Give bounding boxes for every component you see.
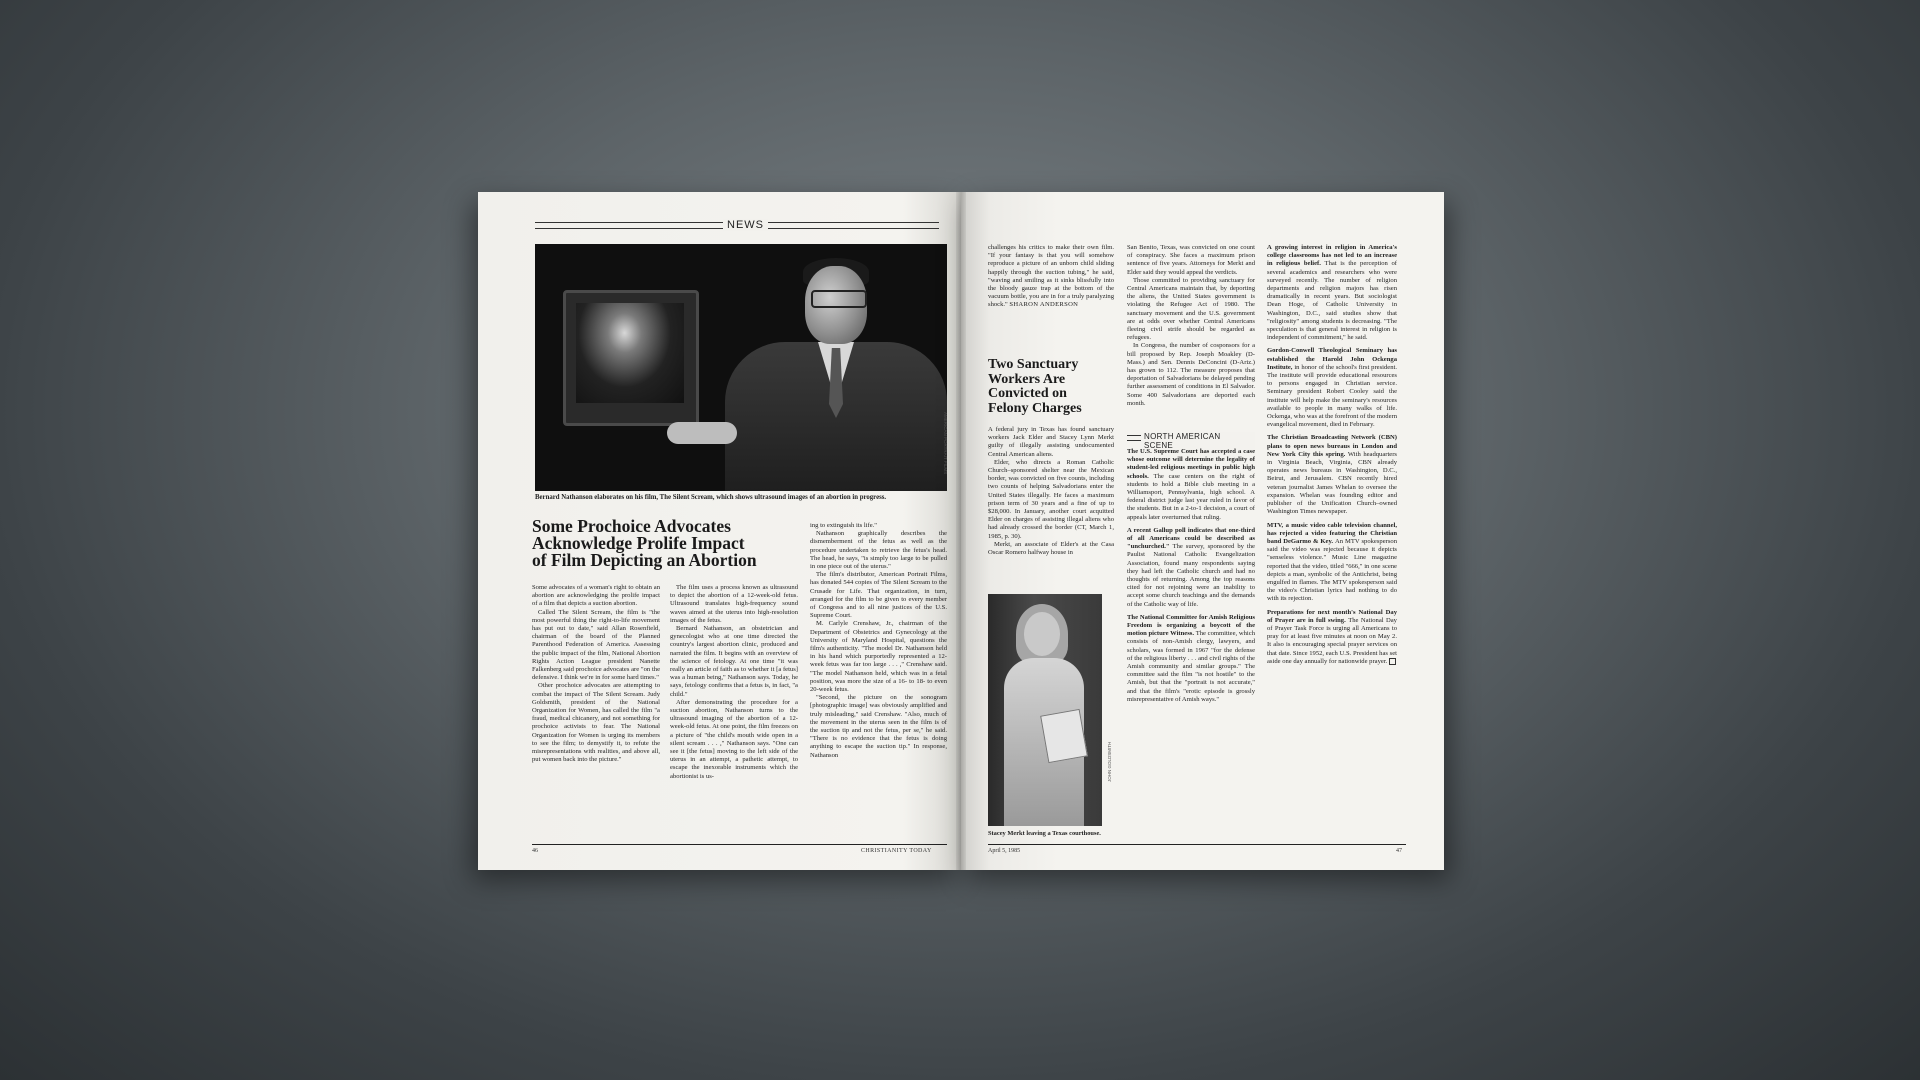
section2-label: NORTH AMERICAN SCENE <box>1141 432 1255 450</box>
article-column-3: ing to extinguish its life." Nathanson graphically describes the dismemberment of the fetus as well as the procedure undertaken to retrieve the fetus's head. The head, he says, "is simply too large to be pulled in one piece out of the uterus." The film's distributor, American Portrait Films, has donated 544 copies of The Silent Scream to the Crusade for Life. That organization, in turn, arranged for the film to be given to every member of Congress and to all nine justices of the U.S. Supreme Court. M. Carlyle Crenshaw, Jr., chairman of the Department of Obstetrics and Gynecology at the University of Maryland Hospital, questions the film's authenticity. "The model Dr. Nathanson held in his hand which purportedly represented a 12-week fetus was far too large . . . ," Crenshaw said. "The model Nathanson held, which was in a fetal position, was more the size of a 16- to 18- to even 20-week fetus. "Second, the picture on the sonogram [photographic image] was obviously amplified and truly misleading," said Crenshaw. "Also, much of the movement in the uterus seen in the film is of the suction tip and not the fetus, per se," he said. "There is no evidence that the fetus is doing anything to escape the suction tip." In response, Nathanson <box>810 522 947 759</box>
news-section-bar <box>535 219 939 231</box>
footer-date: April 5, 1985 <box>988 848 1021 854</box>
merkt-photo <box>988 594 1102 826</box>
magazine-spread <box>478 192 1444 870</box>
footer-magazine-title: CHRISTIANITY TODAY <box>861 848 932 854</box>
continued-column: challenges his critics to make their own film. "If your fantasy is that you will somehow reproduce a picture of an unborn child sliding happily through the suction tubing," he said, "waving and smiling as it sinks blissfully into the bloody gauze trap at the bottom of the vacuum bottle, you are in for a truly paralyzing shock." SHARON ANDERSON <box>988 244 1114 309</box>
photo2-caption: Stacey Merkt leaving a Texas courthouse. <box>988 830 1101 837</box>
right-page <box>961 192 1444 870</box>
page-number-left: 46 <box>532 848 538 854</box>
footer-rule-right <box>988 844 1406 845</box>
article-column-1: Some advocates of a woman's right to obtain an abortion are acknowledging the prolife impact of a film that depicts a suction abortion. Called The Silent Scream, the film is "the most powerful thing the right-to-life movement has put out to date," said Allan Rosenfield, chairman of the board of the Planned Parenthood Federation of America. Assessing the public impact of the film, National Abortion Rights Action League president Nanette Falkenberg said prochoice advocates are "on the defensive. I think we're in for some hard times." Other prochoice advocates are attempting to combat the impact of The Silent Scream. Judy Goldsmith, president of the National Organization for Women, has called the film "a fraud, medical chicanery, and not something for prochoice activists to fear. The National Organization for Women is urging its members to see the film; to demystify it, to refute the misrepresentations with realities, and above all, put women back into the picture." <box>532 584 660 764</box>
photo-credit: AMERICAN PORTRAIT FILMS <box>943 412 948 475</box>
left-page <box>478 192 961 870</box>
footer-rule <box>532 844 947 845</box>
sanctuary-headline: Two Sanctuary Workers Are Convicted on Felony Charges <box>988 357 1082 416</box>
briefs-column-2: The U.S. Supreme Court has accepted a case whose outcome will determine the legality of student-led religious meetings in public high schools. The case centers on the right of students to hold a Bible club meeting in a Williamsport, Pennsylvania, high school. A federal district judge last year ruled in favor of the students. But in a 2-to-1 decision, a court of appeals later overturned that ruling. A recent Gallup poll indicates that one-third of all Americans could be described as "unchurched." The survey, sponsored by the Paulist National Catholic Evangelization Association, found many respondents saying they had left the Catholic church and had no thoughts of returning. Among the top reasons cited for not rejoining were an inability to accept some church teachings and the demands of the Catholic way of life. The National Committee for Amish Religious Freedom is organizing a boycott of the motion picture Witness. The committee, which consists of non-Amish clergy, lawyers, and scholars, was formed in 1967 "for the defense of the religious liberty . . . and civil rights of the Amish community and similar groups." The committee said the film "is not hostile" to the Amish, but that the "portrait is not accurate," and that the film's "erotic episode is grossly misrepresentative of Amish ways." <box>1127 448 1255 703</box>
sanctuary-story-col1: A federal jury in Texas has found sanctuary workers Jack Elder and Stacey Lynn Merkt guilty of illegally assisting undocumented Central American aliens. Elder, who directs a Roman Catholic Church–sponsored shelter near the Mexican border, was convicted on five counts, including two counts of helping Salvadorians enter the United States illegally. He faces a maximum prison term of 30 years and a fine of up to $28,000. In January, another court acquitted Elder on charges of assisting illegal aliens who had already crossed the border (CT, March 1, 1985, p. 30). Merkt, an associate of Elder's at the Casa Oscar Romero halfway house in <box>988 426 1114 557</box>
magazine-spine <box>956 192 966 870</box>
photo2-credit: JOHN GOLDSMITH <box>1107 741 1112 782</box>
article-column-2: The film uses a process known as ultrasound to depict the abortion of a 12-week-old fetus. Ultrasound translates high-frequency sound waves aimed at the uterus into high-resolution images of the fetus. Bernard Nathanson, an obstetrician and gynecologist who at one time directed the country's largest abortion clinic, produced and narrated the film. It begins with an overview of the science of fetology. At one time "it was really an article of faith as to whether it [a fetus] was a human being," Nathanson says. Today, he says, fetology confirms that a fetus is, in fact, "a child." After demonstrating the procedure for a suction abortion, Nathanson turns to the ultrasound imaging of the abortion of a 12-week-old fetus. At one point, the film freezes on a picture of "the child's mouth wide open in a silent scream . . . ," Nathanson says. "One can see it [the fetus] moving to the left side of the uterus in an attempt, a pathetic attempt, to escape the inexorable instruments which the abortionist is us- <box>670 584 798 780</box>
north-american-scene-bar <box>1127 432 1255 450</box>
ultrasound-monitor <box>563 290 699 426</box>
briefs-column-3: A growing interest in religion in America's college classrooms has not led to an increase in religious belief. That is the perception of several academics and researchers who were surveyed recently. The number of religion departments and religion majors has risen dramatically in recent years. But sociologist Dean Hoge, of Catholic University in Washington, D.C., said studies show that "religiosity" among students is decreasing. "The speculation is that general interest in religion is independent of commitment," he said. Gordon-Conwell Theological Seminary has established the Harold John Ockenga Institute, in honor of the school's first president. The institute will provide educational resources to persons engaged in Christian service. Seminary president Robert Cooley said the institute will help make the seminary's resources available to people in many walks of life. Ockenga, who was at the forefront of the modern evangelical movement, died in February. The Christian Broadcasting Network (CBN) plans to open news bureaus in London and New York City this spring. With headquarters in Virginia Beach, Virginia, CBN already operates news bureaus in Washington, D.C., Beirut, and Jerusalem. CBN recently hired veteran journalist James Whelan to oversee the expansion. Whelan was founding editor and publisher of the Unification Church–owned Washington Times newspaper. MTV, a music video cable television channel, has rejected a video featuring the Christian band DeGarmo & Key. An MTV spokesperson said the video was rejected because it depicts "senseless violence." Music Line magazine reported that the video, titled "666," in one scene depicts a man, symbolic of the Antichrist, being engulfed in flames. The MTV spokesperson said the video's Christian lyrics had nothing to do with its rejection. Preparations for next month's National Day of Prayer are in full swing. The National Day of Prayer Task Force is urging all Americans to pray for at least five minutes at noon on May 2. It also is encouraging special prayer services on that date. Since 1952, each U.S. President has set aside one day annually for nationwide prayer. <box>1267 244 1397 665</box>
sanctuary-story-col2: San Benito, Texas, was convicted on one count of conspiracy. She faces a maximum prison sentence of five years. Attorneys for Merkt and Elder said they would appeal the verdicts. Those committed to providing sanctuary for Central Americans maintain that, by deporting the aliens, the United States government is violating the Refugee Act of 1980. The sanctuary movement and the U.S. government are at odds over whether Central Americans fleeing civil strife should be regarded as refugees. In Congress, the number of cosponsors for a bill proposed by Rep. Joseph Moakley (D-Mass.) and Sen. Dennis DeConcini (D-Ariz.) has grown to 112. The measure proposes that deportation of Salvadorians be delayed pending further assessment of conditions in El Salvador. Some 400 Salvadorians are deported each month. <box>1127 244 1255 407</box>
photo-caption: Bernard Nathanson elaborates on his film, The Silent Scream, which shows ultrasound images of an abortion in progress. <box>535 494 887 501</box>
book-in-hand <box>1040 709 1088 763</box>
nathanson-photo <box>535 244 947 491</box>
main-headline: Some Prochoice Advocates Acknowledge Prolife Impact of Film Depicting an Abortion <box>532 516 757 570</box>
end-mark <box>1389 658 1396 665</box>
section-label: NEWS <box>723 219 768 231</box>
page-number-right: 47 <box>1396 848 1402 854</box>
byline: SHARON ANDERSON <box>1009 301 1079 309</box>
